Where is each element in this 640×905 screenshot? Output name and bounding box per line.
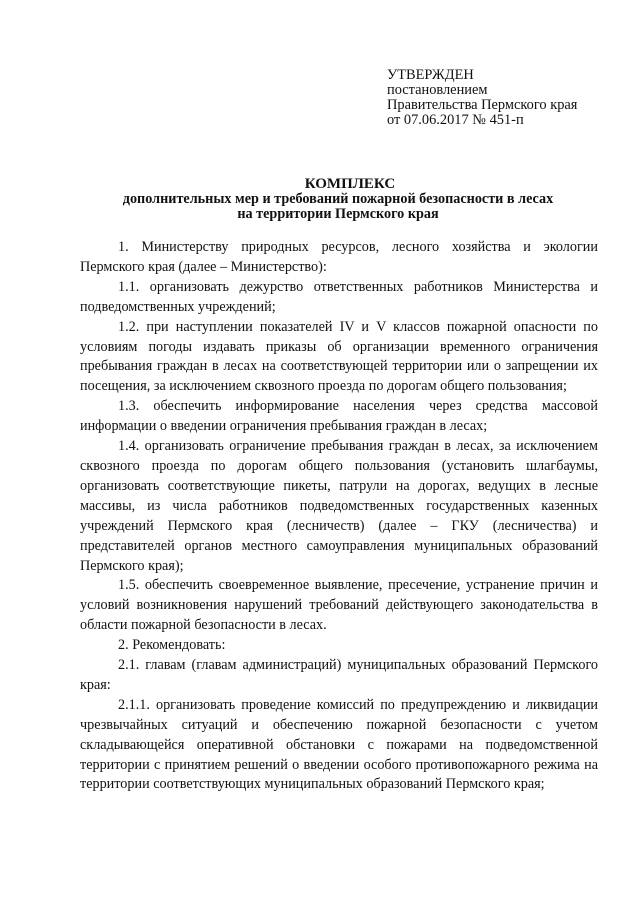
paragraph-1-3: 1.3. обеспечить информирование населения через средства массовой информации о введении ограничения пребывания граждан в лесах; bbox=[80, 398, 598, 435]
paragraph-2: 2. Рекомендовать: bbox=[118, 637, 226, 654]
paragraph-1: 1. Министерству природных ресурсов, лесного хозяйства и экологии Пермского края (далее – Министерство): bbox=[80, 239, 598, 275]
document-title: КОМПЛЕКС bbox=[304, 176, 396, 192]
paragraph-1-2: 1.2. при наступлении показателей IV и V классов пожарной опасности по условиям погоды издавать приказы об организации временного ограничения пребывания граждан в лесах на соответствующей территории или о запрещении их посещения, за исключением сквозного проезда по дорогам общего пользования; bbox=[80, 318, 598, 395]
document-body bbox=[80, 238, 598, 795]
approval-block bbox=[387, 68, 577, 128]
paragraph-2-1: 2.1. главам (главам администраций) муниципальных образований Пермского края: bbox=[80, 657, 598, 693]
document-subtitle bbox=[78, 192, 598, 222]
subtitle-line-1: дополнительных мер и требований пожарной безопасности в лесах bbox=[122, 191, 554, 207]
paragraph-1-4: 1.4. организовать ограничение пребывания граждан в лесах, за исключением сквозного проезда по дорогам общего пользования (установить шлагбаумы, организовать соответствующие пикеты, патрули на дорогах, ведущих в лесные массивы, из числа работников подведомственных государственных казенных учреждений Пермского края (лесничеств) (далее – ГКУ (лесничества) и представителей органов местного самоуправления муниципальных образований Пермского края); bbox=[80, 438, 598, 574]
approval-line-government: Правительства Пермского края bbox=[387, 97, 578, 113]
subtitle-line-2: на территории Пермского края bbox=[237, 206, 439, 222]
approval-line-resolution: постановлением bbox=[387, 82, 488, 98]
approval-line-date-number: от 07.06.2017 № 451-п bbox=[387, 112, 524, 128]
approval-line-approved: УТВЕРЖДЕН bbox=[387, 67, 474, 83]
paragraph-1-5: 1.5. обеспечить своевременное выявление, пресечение, устранение причин и условий возникновения нарушений требований действующего законодательства в области пожарной безопасности в лесах. bbox=[80, 577, 598, 634]
paragraph-1-1: 1.1. организовать дежурство ответственных работников Министерства и подведомственных учреждений; bbox=[80, 278, 598, 315]
paragraph-2-1-1: 2.1.1. организовать проведение комиссий по предупреждению и ликвидации чрезвычайных ситуаций и обеспечению пожарной безопасности с учетом складывающейся оперативной обстановки с пожарами на подведомственной территории с принятием решений о введении особого противопожарного режима на территории соответствующих муниципальных образований Пермского края; bbox=[80, 696, 598, 793]
